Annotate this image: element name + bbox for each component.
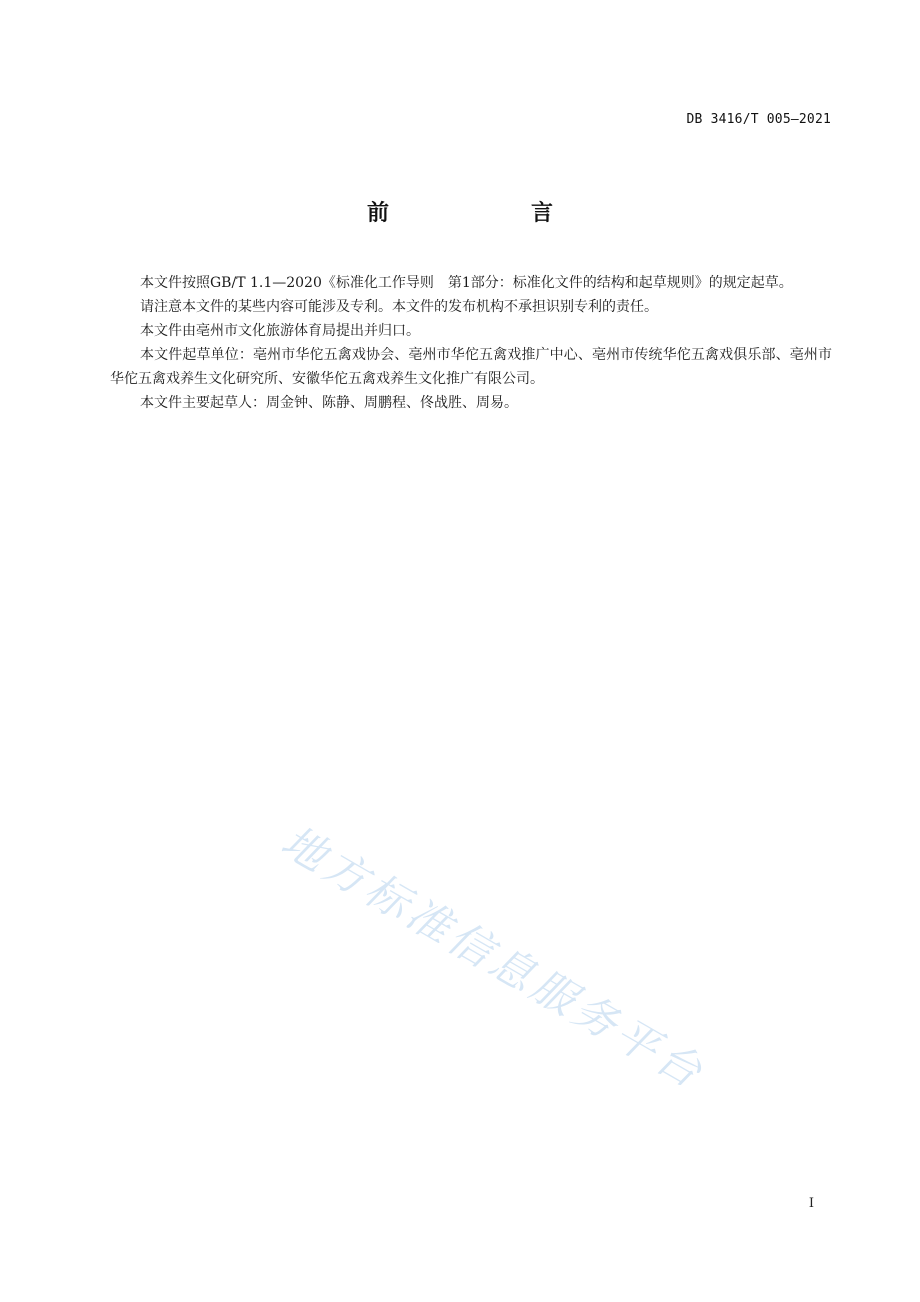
section-title: 前 言 <box>366 201 613 226</box>
foreword-body <box>110 271 832 415</box>
document-code: DB 3416/T 005—2021 <box>686 112 831 127</box>
watermark-text: 地方标准信息服务平台 <box>272 816 714 1100</box>
paragraph-patent-notice: 请注意本文件的某些内容可能涉及专利。本文件的发布机构不承担识别专利的责任。 <box>140 299 658 315</box>
paragraph-drafters: 本文件主要起草人：周金钟、陈静、周鹏程、佟战胜、周易。 <box>140 395 518 411</box>
paragraph-drafting-rules: 本文件按照GB/T 1.1—2020《标准化工作导则 第1部分：标准化文件的结构和起草规则》的规定起草。 <box>140 275 793 291</box>
page-number: I <box>808 1196 814 1211</box>
paragraph-proposer: 本文件由亳州市文化旅游体育局提出并归口。 <box>140 323 420 339</box>
paragraph-drafting-units: 本文件起草单位：亳州市华佗五禽戏协会、亳州市华佗五禽戏推广中心、亳州市传统华佗五禽戏俱乐部、亳州市华佗五禽戏养生文化研究所、安徽华佗五禽戏养生文化推广有限公司。 <box>110 347 832 387</box>
